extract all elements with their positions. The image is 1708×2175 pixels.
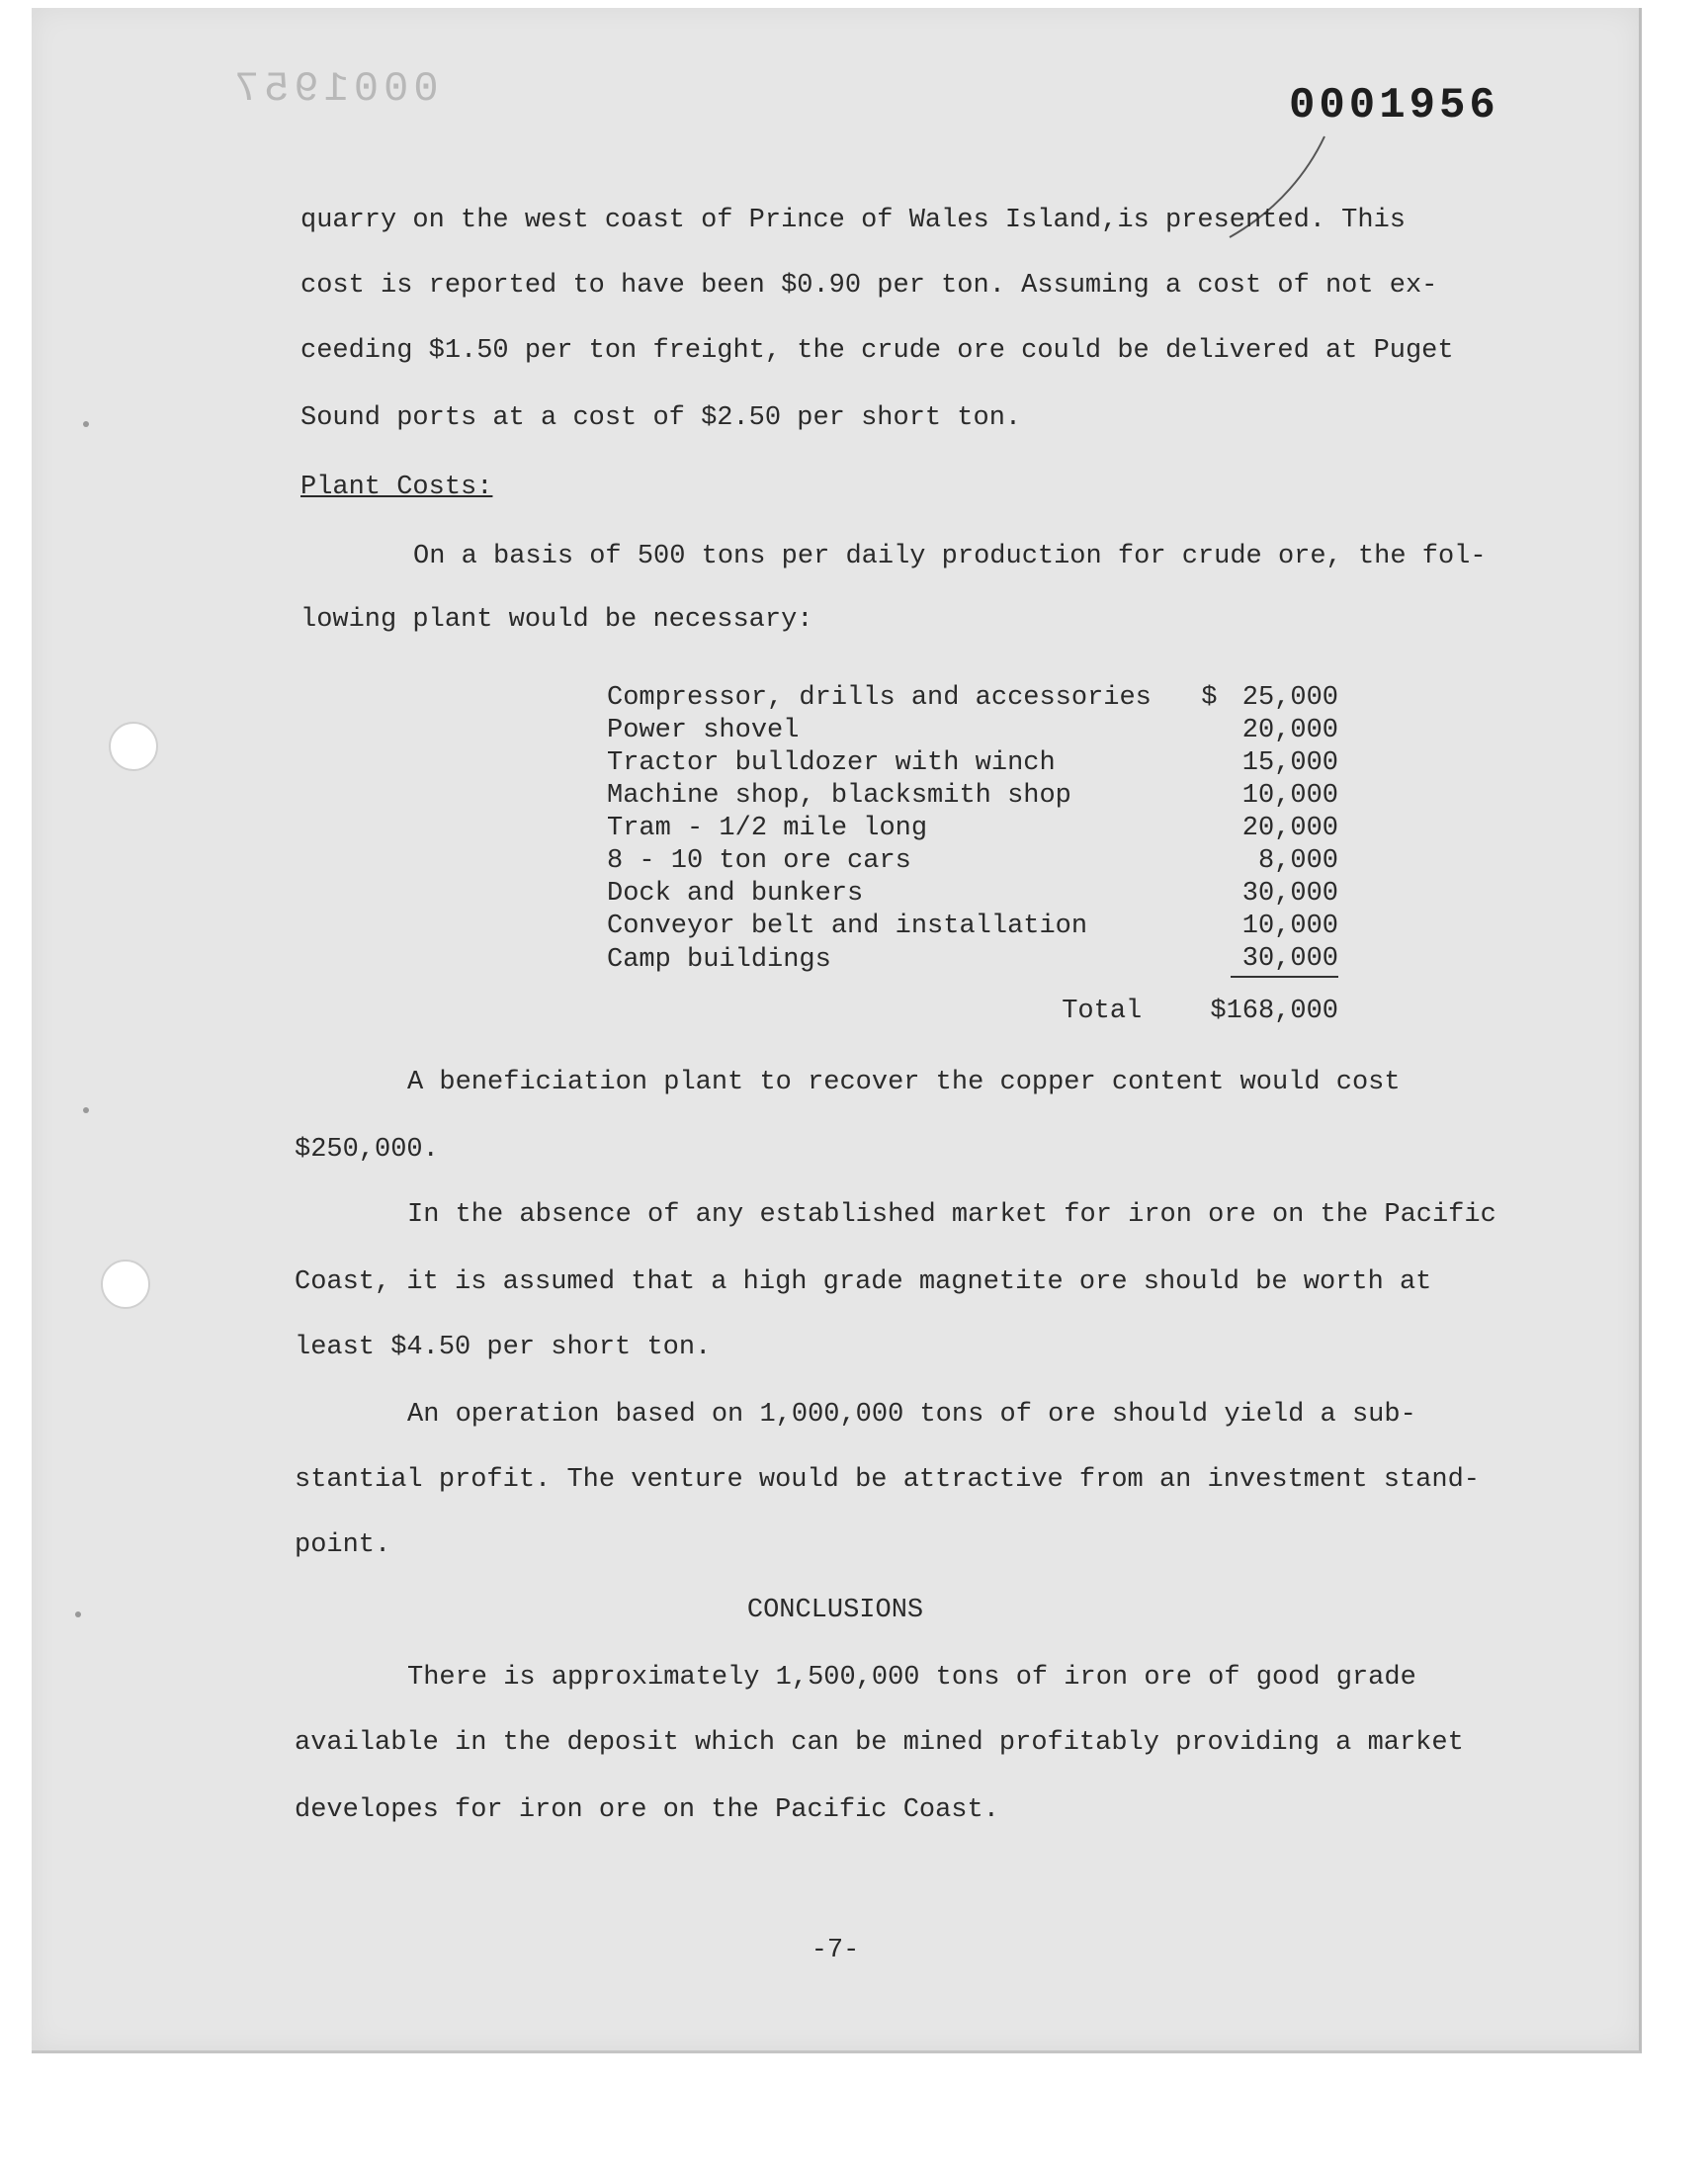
conclusions-heading: CONCLUSIONS <box>746 1596 924 1625</box>
speck <box>83 421 89 427</box>
cost-item-amount: 15,000 <box>1241 748 1338 778</box>
speck <box>83 1107 89 1113</box>
total-label: Total <box>1062 996 1143 1026</box>
cost-item-label: Tram - 1/2 mile long <box>607 814 928 843</box>
table-row <box>607 780 1338 813</box>
conclusions-line-3: developes for iron ore on the Pacific Coast. <box>295 1795 999 1825</box>
cost-item-label: Power shovel <box>607 716 800 745</box>
cost-item-amount: 20,000 <box>1241 814 1338 843</box>
plant-costs-intro-line-1: On a basis of 500 tons per daily production for crude ore, the fol- <box>413 542 1487 571</box>
cost-item-amount: 10,000 <box>1241 781 1338 811</box>
conclusions-line-1: There is approximately 1,500,000 tons of iron ore of good grade <box>407 1663 1416 1693</box>
plant-costs-table <box>607 682 1338 1028</box>
table-row <box>607 878 1338 911</box>
cost-item-label: Dock and bunkers <box>607 879 864 909</box>
conclusions-line-2: available in the deposit which can be mined profitably providing a market <box>295 1728 1464 1758</box>
table-row <box>607 682 1338 715</box>
operation-line-1: An operation based on 1,000,000 tons of ore should yield a sub- <box>407 1400 1416 1430</box>
cost-item-amount: 30,000 <box>1231 943 1338 977</box>
cost-item-amount: 20,000 <box>1241 716 1338 745</box>
operation-line-3: point. <box>295 1530 391 1560</box>
document-number-stamp: 0001956 <box>1289 81 1499 130</box>
operation-line-2: stantial profit. The venture would be attractive from an investment stand- <box>295 1465 1480 1495</box>
table-row <box>607 747 1338 780</box>
market-line-1: In the absence of any established market for iron ore on the Pacific <box>407 1200 1496 1230</box>
intro-line-3: ceeding $1.50 per ton freight, the crude ore could be delivered at Puget <box>300 336 1454 366</box>
intro-line-1: quarry on the west coast of Prince of Wales Island,is presented. This <box>300 206 1406 235</box>
document-page <box>32 8 1642 2053</box>
market-line-2: Coast, it is assumed that a high grade magnetite ore should be worth at <box>295 1267 1432 1297</box>
punch-hole-top <box>109 722 158 771</box>
intro-line-2: cost is reported to have been $0.90 per ton. Assuming a cost of not ex- <box>300 271 1438 301</box>
cost-item-label: Machine shop, blacksmith shop <box>607 781 1071 811</box>
table-row <box>607 813 1338 845</box>
beneficiation-line-2: $250,000. <box>295 1135 439 1165</box>
plant-costs-heading: Plant Costs: <box>300 473 493 502</box>
cost-item-amount: 30,000 <box>1241 879 1338 909</box>
currency-symbol: $ <box>1201 683 1218 713</box>
cost-item-amount: 25,000 <box>1241 683 1338 713</box>
table-row <box>607 943 1338 977</box>
beneficiation-line-1: A beneficiation plant to recover the copper content would cost <box>407 1068 1401 1097</box>
punch-hole-bottom <box>101 1260 150 1309</box>
cost-item-label: 8 - 10 ton ore cars <box>607 846 911 876</box>
page-number: -7- <box>811 1936 860 1965</box>
cost-item-amount: 8,000 <box>1257 846 1338 876</box>
cost-item-label: Tractor bulldozer with winch <box>607 748 1056 778</box>
cost-item-label: Compressor, drills and accessories <box>607 683 1152 713</box>
table-row <box>607 911 1338 943</box>
plant-costs-intro-line-2: lowing plant would be necessary: <box>300 605 813 635</box>
total-amount: $168,000 <box>1210 997 1338 1026</box>
cost-item-amount: 10,000 <box>1241 912 1338 941</box>
cost-item-label: Camp buildings <box>607 944 831 975</box>
total-row <box>607 977 1338 1028</box>
table-row <box>607 715 1338 747</box>
cost-item-label: Conveyor belt and installation <box>607 912 1088 941</box>
intro-line-4: Sound ports at a cost of $2.50 per short ton. <box>300 403 1022 433</box>
table-row <box>607 845 1338 878</box>
bleed-through-stamp: 0001957 <box>229 65 439 113</box>
market-line-3: least $4.50 per short ton. <box>295 1333 712 1362</box>
